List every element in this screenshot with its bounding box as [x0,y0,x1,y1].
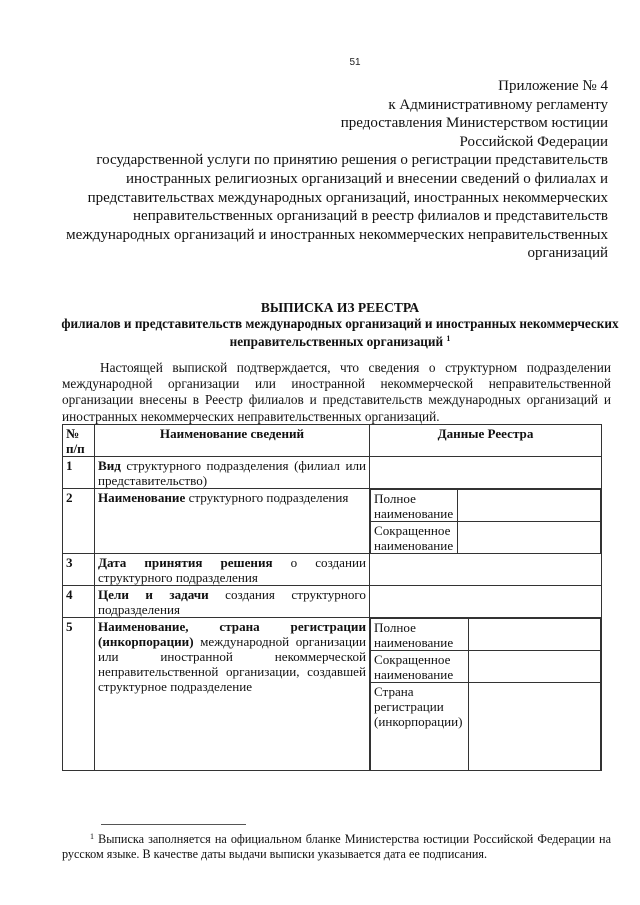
row-value-field[interactable] [370,586,602,618]
appendix-header [48,77,608,263]
appendix-line: государственной услуги по принятию решения о регистрации представительств [96,152,608,169]
table-header-row [63,425,602,457]
subfield-label: Сокращенное наименование [371,651,469,683]
table-row [63,618,602,771]
page-number: 51 [349,57,361,68]
appendix-line: иностранных религиозных организаций и внесении сведений о филиалах и [126,170,608,187]
subfield-label: Полное наименование [371,619,469,651]
table-row [63,586,602,618]
row-num: 3 [63,554,95,586]
row-name [95,554,370,586]
row-num: 1 [63,457,95,489]
row-name [95,618,370,771]
row-name [95,457,370,489]
subfield-value-field[interactable] [458,490,601,522]
row-name-bold: Цели и задачи [98,587,209,602]
appendix-line: представительствах международных организаций, иностранных некоммерческих [87,189,608,206]
title-subtitle [60,316,620,350]
table-row [63,554,602,586]
intro-paragraph: Настоящей выпиской подтверждается, что сведения о структурном подразделении международной организации или иностранной некоммерческой неправительственной организации внесены в Реестр филиалов и представительств международных организаций и иностранных некоммерческих неправительственных организаций. [62,360,611,424]
footnote [62,829,611,862]
subfield-label: Полное наименование [371,490,458,522]
table-row [63,489,602,554]
subfield-value-field[interactable] [469,619,601,651]
subfield-table [370,489,601,553]
row-name [95,586,370,618]
row-name-rest: структурного подразделения (филиал или представительство) [98,458,366,488]
document-title [60,300,620,350]
appendix-line: предоставления Министерством юстиции [340,115,608,132]
appendix-line: Приложение № 4 [498,78,608,94]
row-subfields [370,489,602,554]
footnote-mark: 1 [90,832,94,841]
row-name-rest: о создании структурного подразделения [98,555,367,585]
footnote-reference: 1 [446,334,451,343]
row-name-rest: структурного подразделения [185,490,349,505]
row-num: 2 [63,489,95,554]
header-num: № п/п [63,425,95,457]
appendix-line: международных организаций и иностранных некоммерческих неправительственных [66,226,608,243]
table-row [63,457,602,489]
row-name-bold: Наименование, страна регистрации (инкорпорации) [98,619,366,649]
row-name [95,489,370,554]
row-name-rest: международной организации или иностранной некоммерческой неправительственной организации, создавшей структурное подразделение [98,634,366,694]
subfield-label: Сокращенное наименование [371,522,458,554]
appendix-line: организаций [527,245,608,262]
row-value-field[interactable] [370,554,602,586]
row-name-rest: создания структурного подразделения [98,587,366,617]
row-num: 4 [63,586,95,618]
row-name-bold: Вид [98,458,121,473]
subfield-value-field[interactable] [458,522,601,554]
title-subtitle-text: филиалов и представительств международных организаций и иностранных некоммерческих неправительственных организаций [61,315,619,349]
subfield-label: Страна регистрации (инкорпорации) [371,683,469,771]
registry-table [62,424,602,771]
row-num: 5 [63,618,95,771]
footnote-separator [101,824,246,825]
row-subfields [370,618,602,771]
header-name: Наименование сведений [95,425,370,457]
subfield-table [370,618,601,770]
appendix-line: к Административному регламенту [388,96,608,113]
row-value-field[interactable] [370,457,602,489]
appendix-line: неправительственных организаций в реестр филиалов и представительств [133,208,608,225]
subfield-value-field[interactable] [469,651,601,683]
header-data: Данные Реестра [370,425,602,457]
subfield-value-field[interactable] [469,683,601,771]
footnote-text: Выписка заполняется на официальном бланке Министерства юстиции Российской Федерации на русском языке. В качестве даты выдачи выписки указывается дата ее подписания. [62,832,611,861]
appendix-line: Российской Федерации [459,133,608,150]
title-main: ВЫПИСКА ИЗ РЕЕСТРА [260,300,420,315]
row-name-bold: Дата принятия решения [98,555,273,570]
row-name-bold: Наименование [98,490,186,505]
